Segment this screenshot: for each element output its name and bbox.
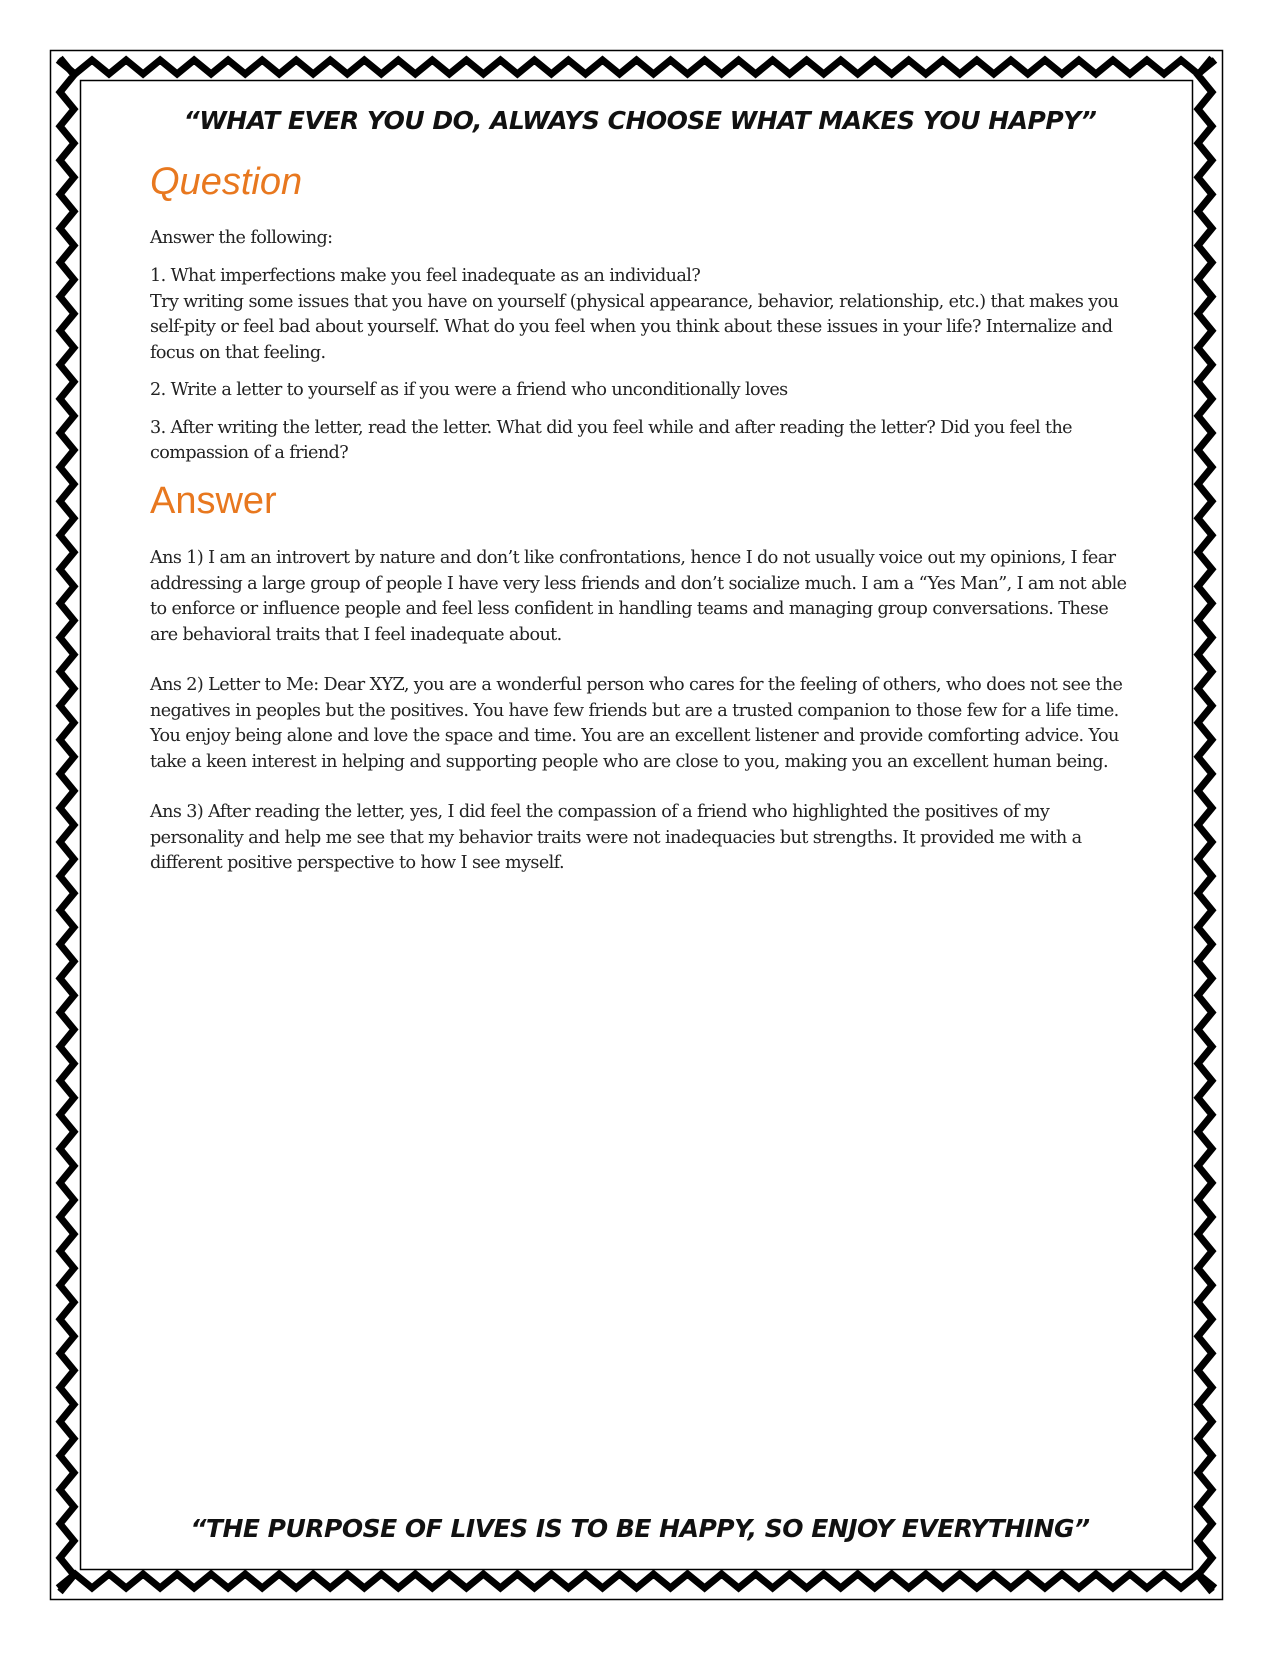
bottom-quote: “THE PURPOSE OF LIVES IS TO BE HAPPY, SO ENJOY EVERYTHING” — [190, 1514, 1090, 1543]
answer-3: Ans 3) After reading the letter, yes, I did feel the compassion of a friend who highlighted the positives of my personality and help me see that my behavior traits were not inadequacies but strengths. It provided me with a different positive perspective to how I see myself. — [150, 802, 1082, 874]
question-1-detail: Try writing some issues that you have on yourself (physical appearance, behavior, relationship, etc.) that makes you self-pity or feel bad about yourself. What do you feel when you think about these issues in your life? Internalize and focus on that feeling. — [150, 291, 1119, 363]
question-1 — [150, 264, 1135, 366]
border-chevron-bottom — [58, 1574, 1215, 1588]
border-chevron-right — [1198, 58, 1212, 1592]
question-2: 2. Write a letter to yourself as if you were a friend who unconditionally loves — [150, 380, 788, 401]
answer-heading: Answer — [150, 479, 277, 522]
question-3: 3. After writing the letter, read the letter. What did you feel while and after reading the letter? Did you feel the compassion of a friend? — [150, 417, 1072, 464]
instruction-text: Answer the following: — [150, 227, 333, 248]
document-body — [150, 160, 1135, 902]
question-1-title: 1. What imperfections make you feel inadequate as an individual? — [150, 266, 701, 287]
answer-1: Ans 1) I am an introvert by nature and don’t like confrontations, hence I do not usually voice out my opinions, I fear addressing a large group of people I have very less friends and don’t socialize much. I am a “Yes Man”, I am not able to enforce or influence people and feel less confident in handling teams and managing group conversations. These are behavioral traits that I feel inadequate about. — [150, 548, 1127, 645]
question-heading: Question — [150, 161, 303, 203]
top-quote: “WHAT EVER YOU DO, ALWAYS CHOOSE WHAT MAKES YOU HAPPY” — [183, 106, 1097, 135]
border-chevron-left — [60, 58, 74, 1592]
border-chevron-top — [58, 60, 1215, 74]
answer-2: Ans 2) Letter to Me: Dear XYZ, you are a wonderful person who cares for the feeling of others, who does not see the negatives in peoples but the positives. You have few friends but are a trusted companion to those few for a life time. You enjoy being alone and love the space and time. You are an excellent listener and provide comforting advice. You take a keen interest in helping and supporting people who are close to you, making you an excellent human being. — [150, 675, 1123, 772]
